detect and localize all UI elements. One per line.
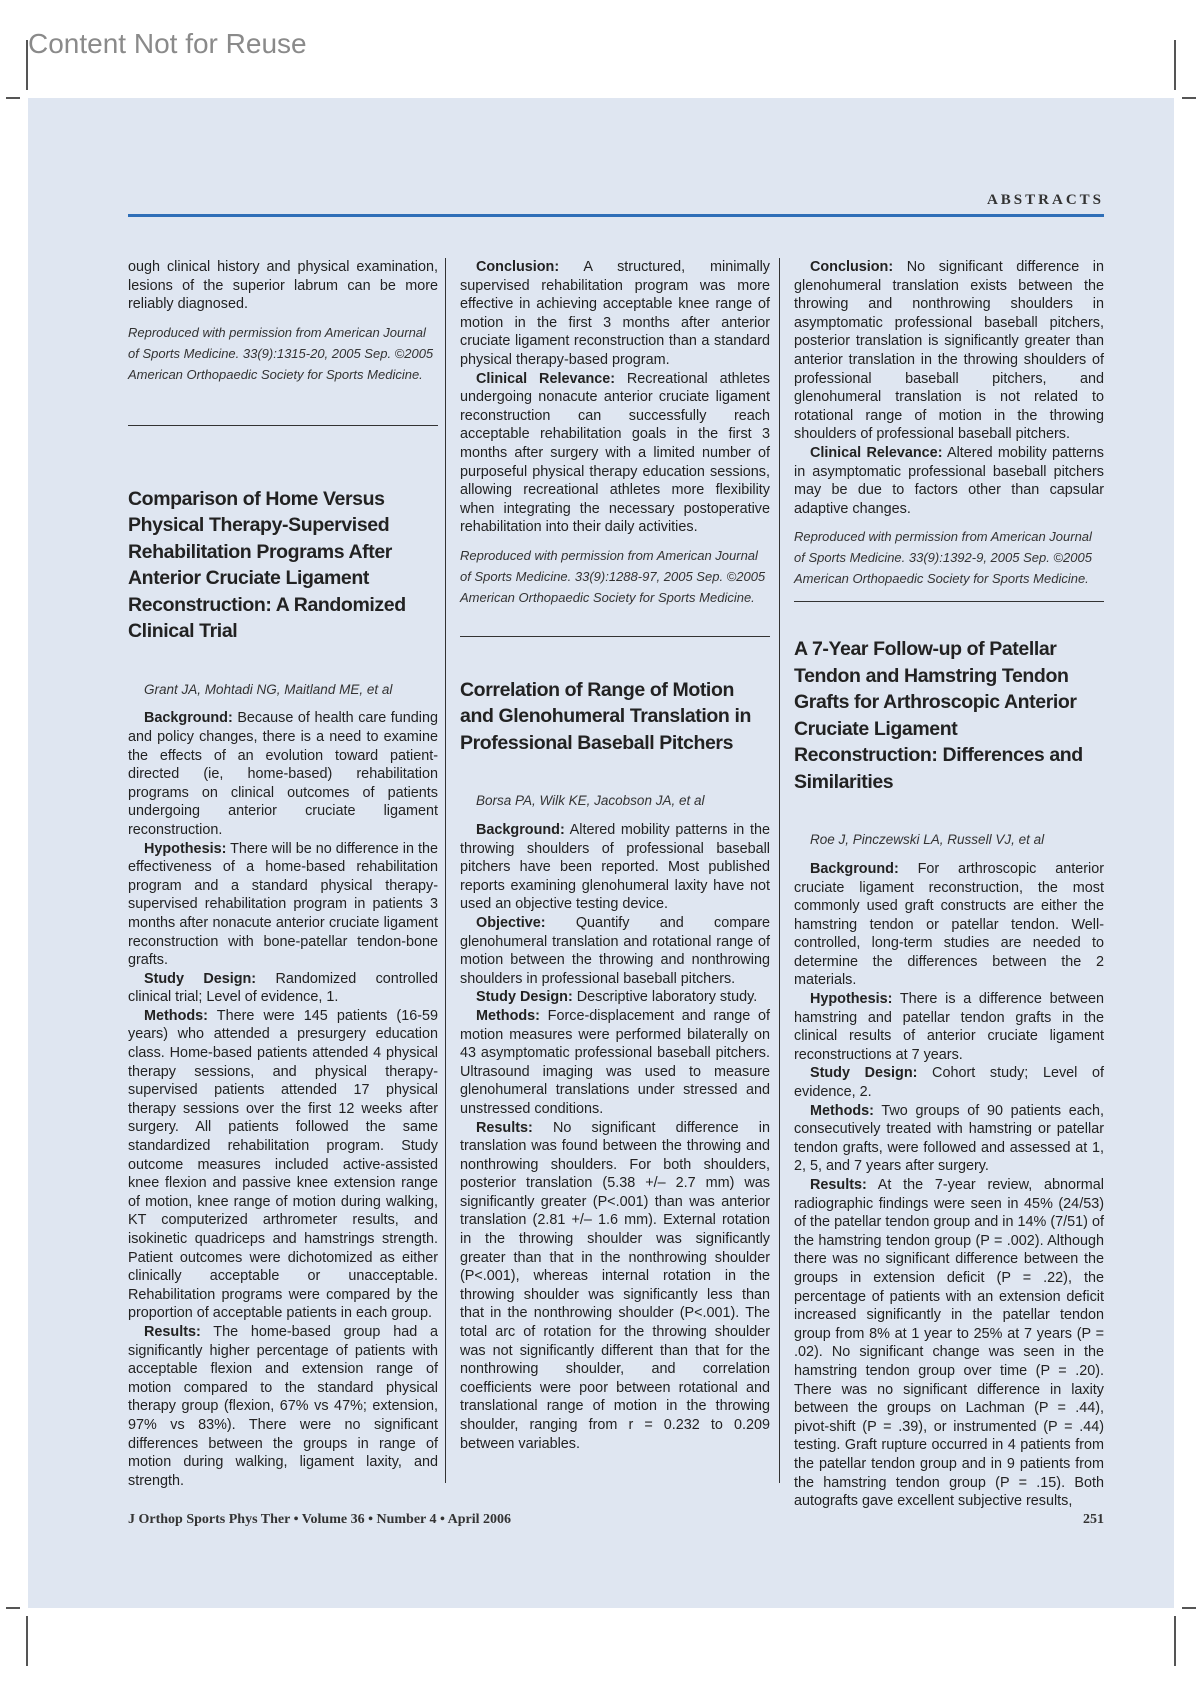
hypothesis-label: Hypothesis: xyxy=(810,991,893,1008)
continuation-text: ough clinical history and physical examination, lesions of the superior labrum can be more reliably diagnosed. xyxy=(128,259,438,313)
footer-page-number: 251 xyxy=(1083,1512,1104,1527)
conclusion-text: No significant difference in glenohumeral translation exists between the throwing and nonthrowing shoulders in asymptomatic professional baseball pitchers, posterior translation is significantly greater than anterior translation in the throwing shoulders of professional baseball pitchers, and glenohumeral translation is not related to rotational range of motion in the throwing shoulders of professional baseball pitchers. xyxy=(794,259,1104,443)
design-paragraph xyxy=(128,970,438,1007)
reproduction-note: Reproduced with permission from American Journal of Sports Medicine. 33(9):1288-97, 2005 Sep. ©2005 American Orthopaedic Society for Sports Medicine. xyxy=(460,547,766,605)
objective-label: Objective: xyxy=(476,914,546,931)
design-paragraph xyxy=(460,988,770,1007)
relevance-paragraph xyxy=(460,370,770,537)
reproduction-note: Reproduced with permission from American Journal of Sports Medicine. 33(9):1392-9, 2005 Sep. ©2005 American Orthopaedic Society for Sports Medicine. xyxy=(794,529,1092,587)
article-authors: Grant JA, Mohtadi NG, Maitland ME, et al xyxy=(144,681,393,697)
column-3 xyxy=(794,258,1105,1510)
methods-paragraph xyxy=(794,1102,1104,1176)
results-text: No significant difference in translation was found between the throwing and nonthrowing shoulders. For both shoulders, posterior translation (5.38 +/– 2.7 mm) was significantly greater (P<.001) than was anterior translation (2.81 +/– 1.6 mm). External rotation in the throwing shoulder was significantly greater than that in the nonthrowing shoulder (P<.001), whereas internal rotation in the throwing shoulder was significantly less than that in the nonthrowing shoulder (P<.001). The total arc of rotation for the throwing shoulder was not significantly different than that for the nonthrowing shoulder, and correlation coefficients were poor between rotational and translational range of motion in the throwing shoulder, ranging from r = 0.232 to 0.209 between variables. xyxy=(460,1119,770,1452)
design-text: Cohort study; Level of evidence, 2. xyxy=(794,1065,1105,1101)
results-label: Results: xyxy=(144,1323,201,1340)
results-paragraph xyxy=(794,1176,1104,1511)
crop-mark-top-right-h xyxy=(1182,97,1196,99)
conclusion-text: A structured, minimally supervised rehabilitation program was more effective in achieving acceptable knee range of motion in the first 3 months after anterior cruciate ligament reconstruction than a standard physical therapy-based program. xyxy=(460,259,770,368)
design-label: Study Design: xyxy=(476,989,573,1006)
hypothesis-text: There will be no difference in the effectiveness of a home-based rehabilitation program and a standard physical therapy-supervised rehabilitation program in patients 3 months after nonacute anterior cruciate ligament reconstruction with bone-patellar tendon-bone grafts. xyxy=(128,840,438,969)
background-label: Background: xyxy=(144,710,233,727)
relevance-text: Altered mobility patterns in asymptomatic professional baseball pitchers may be due to factors other than capsular adaptive changes. xyxy=(794,444,1104,517)
results-text: At the 7-year review, abnormal radiographic findings were seen in 45% (24/53) of the patellar tendon group and in 14% (7/51) of the hamstring tendon group (P = .002). Although there was no significant difference between the groups in extension deficit (P = .22), the percentage of patients with an extension deficit increased significantly in the patellar tendon group from 8% at 1 year to 25% at 7 years (P = .02). No significant change was seen in the hamstring tendon group over time (P = .20). There was no significant difference in laxity between the groups on Lachman (P = .44), pivot-shift (P = .39), or instrumented (P = .44) testing. Graft rupture occurred in 4 patients from the patellar tendon group and in 9 patients from the hamstring tendon group (P = .15). Both autografts gave excellent subjective results, xyxy=(794,1177,1104,1510)
relevance-paragraph xyxy=(794,444,1104,518)
methods-label: Methods: xyxy=(810,1102,874,1119)
article-title: Comparison of Home Versus Physical Therapy-Supervised Rehabilitation Programs After Anterior Cruciate Ligament Reconstruction: A Randomized Clinical Trial xyxy=(128,487,406,643)
objective-paragraph xyxy=(460,914,770,988)
design-text: Randomized controlled clinical trial; Level of evidence, 1. xyxy=(128,970,439,1006)
conclusion-label: Conclusion: xyxy=(810,259,894,275)
design-label: Study Design: xyxy=(144,970,257,987)
relevance-label: Clinical Relevance: xyxy=(810,444,943,461)
hypothesis-paragraph xyxy=(128,840,438,970)
objective-text: Quantify and compare glenohumeral translation and rotational range of motion between the throwing and nonthrowing shoulders in professional baseball pitchers. xyxy=(460,914,770,987)
crop-mark-bottom-left-h xyxy=(6,1607,20,1609)
methods-label: Methods: xyxy=(476,1007,540,1024)
footer-journal: J Orthop Sports Phys Ther • Volume 36 • Number 4 • April 2006 xyxy=(128,1512,512,1527)
design-paragraph xyxy=(794,1064,1104,1101)
header-rule xyxy=(128,214,1104,217)
background-paragraph xyxy=(128,709,438,839)
crop-mark-bottom-right-h xyxy=(1182,1607,1196,1609)
conclusion-paragraph xyxy=(460,258,770,370)
crop-mark-bottom-left xyxy=(26,1616,28,1666)
methods-text: Force-displacement and range of motion measures were performed bilaterally on 43 asymptomatic professional baseball pitchers. Ultrasound imaging was used to measure glenohumeral translations under stressed and unstressed conditions. xyxy=(460,1007,770,1117)
conclusion-label: Conclusion: xyxy=(476,259,560,275)
results-text: The home-based group had a significantly higher percentage of patients with acceptable flexion and extension range of motion compared to the standard physical therapy group (flexion, 67% vs 47%; extension, 97% vs 83%). There were no significant differences between the groups in range of motion during walking, ligament laxity, and strength. xyxy=(128,1323,438,1489)
relevance-text: Recreational athletes undergoing nonacute anterior cruciate ligament reconstruction can successfully reach acceptable rehabilitation goals in the first 3 months after surgery with a limited number of purposeful physical therapy education sessions, allowing recreational athletes more flexibility when integrating the necessary postoperative rehabilitation into their daily activities. xyxy=(460,370,770,536)
methods-text: There were 145 patients (16-59 years) who attended a presurgery education class. Home-based patients attended 4 physical therapy sessions, and physical therapy-supervised patients attended 17 physical therapy sessions over the first 12 weeks after surgery. All patients followed the same standardized rehabilitation program. Study outcome measures included active-assisted knee flexion and passive knee extension range of motion, knee range of motion during walking, KT computerized arthrometer results, and isokinetic quadriceps and hamstrings strength. Patient outcomes were dichotomized as either clinically acceptable or unacceptable. Rehabilitation programs were compared by the proportion of acceptable patients in each group. xyxy=(128,1007,438,1322)
hypothesis-text: There is a difference between hamstring and patellar tendon grafts in the clinical results of anterior cruciate ligament reconstructions at 7 years. xyxy=(794,991,1104,1063)
reproduction-note: Reproduced with permission from American Journal of Sports Medicine. 33(9):1315-20, 2005 Sep. ©2005 American Orthopaedic Society for Sports Medicine. xyxy=(128,324,434,382)
crop-mark-top-left xyxy=(26,40,28,90)
article-title: A 7-Year Follow-up of Patellar Tendon and Hamstring Tendon Grafts for Arthroscopic Anterior Cruciate Ligament Reconstruction: Differences and Similarities xyxy=(794,638,1083,793)
article-authors: Roe J, Pinczewski LA, Russell VJ, et al xyxy=(810,832,1045,848)
results-paragraph xyxy=(128,1323,438,1490)
methods-paragraph xyxy=(128,1007,438,1323)
column-divider-2 xyxy=(779,258,780,1483)
watermark: Content Not for Reuse xyxy=(28,28,307,59)
crop-mark-top-left-h xyxy=(6,97,20,99)
hypothesis-paragraph xyxy=(794,990,1104,1064)
crop-mark-top-right xyxy=(1174,40,1176,90)
methods-label: Methods: xyxy=(144,1007,208,1024)
hypothesis-label: Hypothesis: xyxy=(144,840,227,857)
results-paragraph xyxy=(460,1119,770,1454)
background-paragraph xyxy=(794,860,1104,990)
article-title: Correlation of Range of Motion and Glenohumeral Translation in Professional Baseball Pitchers xyxy=(460,678,751,754)
crop-mark-bottom-right xyxy=(1174,1616,1176,1666)
column-2 xyxy=(460,258,770,1480)
methods-text: Two groups of 90 patients each, consecutively treated with hamstring or patellar tendon grafts, were followed and assessed at 1, 2, 5, and 7 years after surgery. xyxy=(794,1102,1104,1175)
background-label: Background: xyxy=(810,860,899,877)
article-authors: Borsa PA, Wilk KE, Jacobson JA, et al xyxy=(476,793,705,809)
methods-paragraph xyxy=(460,1007,770,1119)
design-text: Descriptive laboratory study. xyxy=(572,989,758,1006)
results-label: Results: xyxy=(810,1177,867,1193)
column-divider-1 xyxy=(445,258,446,1483)
background-text: For arthroscopic anterior cruciate ligament reconstruction, the most commonly used graft constructs are either the hamstring tendon or patellar tendon. Well-controlled, long-term studies are needed to determine the differences between the 2 materials. xyxy=(794,860,1104,989)
background-text: Because of health care funding and policy changes, there is a need to examine the effects of an evolution toward patient-directed (ie, home-based) rehabilitation programs on clinical outcomes of patients undergoing anterior cruciate ligament reconstruction. xyxy=(128,710,438,838)
conclusion-paragraph xyxy=(794,258,1104,444)
design-label: Study Design: xyxy=(810,1065,918,1082)
column-1 xyxy=(128,258,439,1489)
results-label: Results: xyxy=(476,1119,533,1136)
background-label: Background: xyxy=(476,822,565,838)
relevance-label: Clinical Relevance: xyxy=(476,370,616,387)
background-text: Altered mobility patterns in the throwing shoulders of professional baseball pitchers have been reported. Most published reports examining glenohumeral laxity have not used an objective testing device. xyxy=(460,822,770,913)
section-label: ABSTRACTS xyxy=(986,192,1104,208)
background-paragraph xyxy=(460,821,770,914)
